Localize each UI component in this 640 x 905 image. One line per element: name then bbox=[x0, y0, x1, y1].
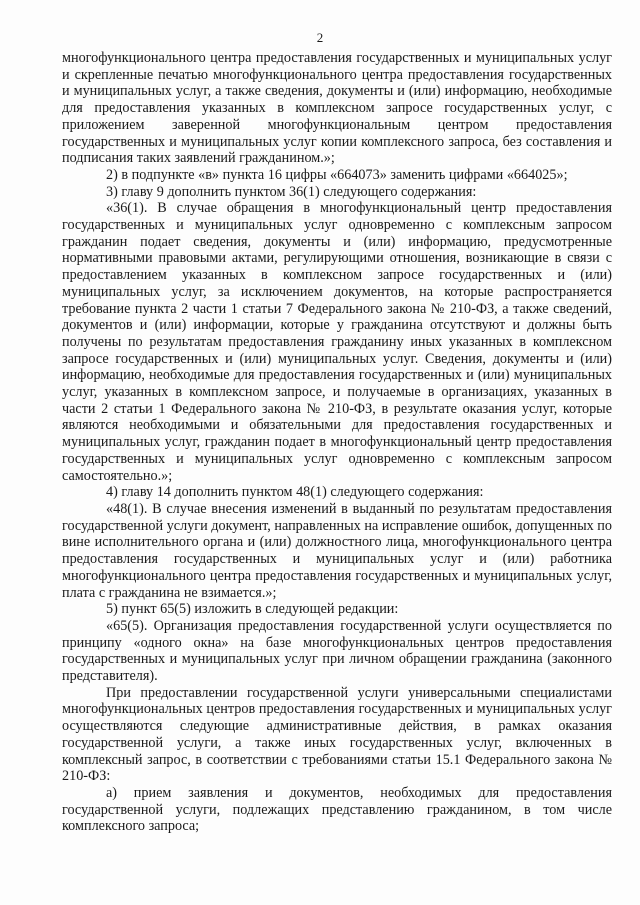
paragraph-clause-48-1: «48(1). В случае внесения изменений в выданный по результатам предоставления государственной услуги документ, направленных на исправление ошибок, допущенных по вине исполнительного органа и (или) должностного лица, многофункционального центра предоставления государственных и муниципальных услуг и (или) работника многофункционального центра предоставления государственных и муниципальных услуг, плата с гражданина не взимается.»; bbox=[62, 500, 612, 601]
paragraph-clause-36-1: «36(1). В случае обращения в многофункциональный центр предоставления государственных и муниципальных услуг одновременно с комплексным запросом гражданин подает сведения, документы и (или) информацию, предусмотренные нормативными правовыми актами, регулирующими отношения, возникающие в связи с предоставлением указанных в комплексном запросе государственных и (или) муниципальных услуг, за исключением документов, на которые распространяется требование пункта 2 части 1 статьи 7 Федерального закона № 210-ФЗ, а также сведений, документов и (или) информации, которые у гражданина отсутствуют и должны быть получены по результатам предоставления гражданину иных указанных в комплексном запросе государственных и (или) муниципальных услуг. Сведения, документы и (или) информацию, необходимые для предоставления государственных и (или) муниципальных услуг, указанных в комплексном запросе, и получаемые в организациях, указанных в части 2 статьи 1 Федерального закона № 210-ФЗ, в результате оказания услуг, которые являются необходимыми и обязательными для предоставления государственных и муниципальных услуг, гражданин подает в многофункциональный центр предоставления государственных и муниципальных услуг одновременно с комплексным запросом самостоятельно.»; bbox=[62, 200, 612, 484]
paragraph-item-4: 4) главу 14 дополнить пунктом 48(1) следующего содержания: bbox=[106, 484, 484, 501]
paragraph-item-2: 2) в подпункте «в» пункта 16 цифры «664073» заменить цифрами «664025»; bbox=[106, 166, 568, 183]
paragraph-item-3: 3) главу 9 дополнить пунктом 36(1) следующего содержания: bbox=[106, 183, 477, 200]
paragraph-subitem-a: а) прием заявления и документов, необходимых для предоставления государственной услуги, подлежащих представлению гражданином, в том числе комплексного запроса; bbox=[62, 784, 612, 835]
paragraph-continuation: многофункционального центра предоставления государственных и муниципальных услуг и скрепленные печатью многофункционального центра предоставления государственных и муниципальных услуг, а также сведения, документы и (или) информацию, необходимые для предоставления указанных в комплексном запросе государственных услуг, с приложением заверенной многофункциональным центром предоставления государственных и муниципальных услуг копии комплексного запроса, без составления и подписания таких заявлений гражданином.»; bbox=[62, 50, 612, 167]
paragraph-administrative-actions: При предоставлении государственной услуги универсальными специалистами многофункциональных центров предоставления государственных и муниципальных услуг осуществляются следующие административные действия, в рамках оказания государственной услуги, а также иных государственных услуг, включенных в комплексный запрос, в соответствии с требованиями статьи 15.1 Федерального закона № 210-ФЗ: bbox=[62, 684, 612, 785]
document-body bbox=[62, 50, 612, 835]
paragraph-clause-65-5: «65(5). Организация предоставления государственной услуги осуществляется по принципу «одного окна» на базе многофункциональных центров предоставления государственных и муниципальных услуг при личном обращении гражданина (законного представителя). bbox=[62, 617, 612, 685]
page-number: 2 bbox=[316, 30, 324, 45]
paragraph-item-5: 5) пункт 65(5) изложить в следующей редакции: bbox=[106, 601, 399, 618]
